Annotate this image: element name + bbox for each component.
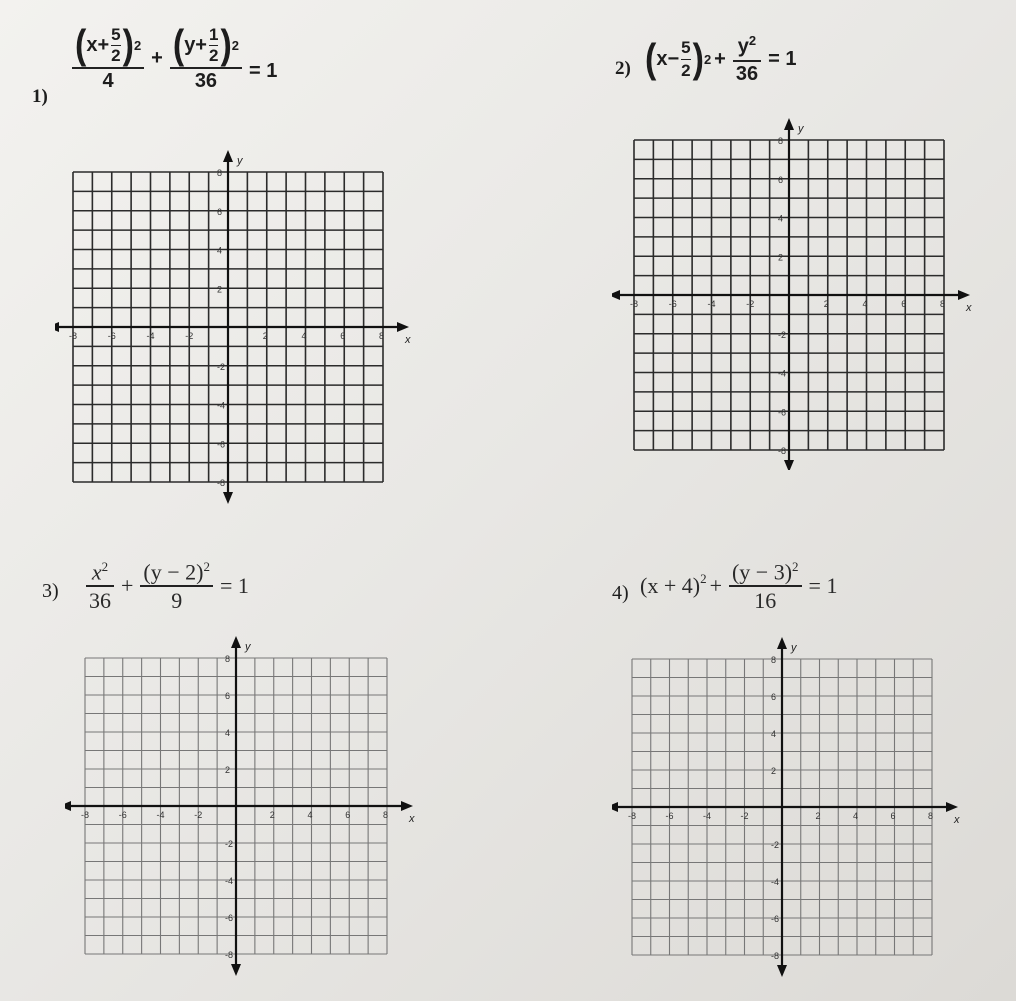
- denominator: 16: [754, 588, 777, 614]
- y-axis-label: y: [791, 642, 797, 654]
- x-tick-label: -4: [156, 810, 165, 820]
- equation-2: ( x− $\frac{5}{2}$ ) 2 + $\frac{y^2}{36}$ = 1: [645, 33, 797, 85]
- x-tick-label: 6: [901, 299, 907, 309]
- equation-3: [82, 560, 252, 613]
- plus-sign: +: [121, 573, 134, 599]
- y-tick-label: -8: [771, 951, 780, 961]
- y-axis-arrow-down-icon: [231, 964, 241, 976]
- y-tick-label: -2: [225, 839, 234, 849]
- y-axis-arrow-down-icon: [223, 492, 233, 504]
- inner-den: 2: [681, 60, 691, 80]
- x-term: x+: [86, 33, 110, 56]
- y-tick-label: 2: [771, 766, 777, 776]
- y-tick-label: -2: [217, 361, 226, 372]
- x-tick-label: -8: [69, 331, 78, 341]
- inner-num: 1: [209, 25, 219, 44]
- x-tick-label: -2: [740, 811, 749, 821]
- x-tick-label: 6: [890, 811, 896, 821]
- x-tick-label: 4: [301, 331, 307, 341]
- x-tick-label: 2: [262, 331, 268, 341]
- problem-number: 3): [42, 580, 59, 602]
- x-axis-arrow-right-icon: [401, 801, 413, 811]
- y-tick-label: -6: [217, 439, 226, 450]
- denominator: 36: [735, 62, 759, 85]
- denominator: 36: [194, 69, 218, 92]
- y-tick-label: 6: [778, 174, 784, 185]
- y-axis-arrow-up-icon: [223, 150, 233, 162]
- equals-one: = 1: [768, 47, 797, 70]
- y-tick-label: 8: [225, 654, 231, 664]
- numerator: y: [737, 35, 749, 58]
- y-axis-arrow-down-icon: [777, 965, 787, 977]
- x-tick-label: 4: [862, 299, 868, 309]
- inner-num: 5: [111, 25, 121, 44]
- y-tick-label: -2: [771, 840, 780, 850]
- numerator: (y − 2): [143, 559, 204, 585]
- problem-number: 4): [612, 582, 629, 604]
- y-tick-label: 6: [217, 206, 223, 217]
- x-tick-label: 4: [307, 810, 313, 820]
- equation-4: [640, 560, 840, 613]
- coordinate-grid-1[interactable]: [55, 150, 415, 505]
- equals-one: = 1: [219, 573, 249, 599]
- x-tick-label: 8: [379, 331, 385, 341]
- y-axis-arrow-up-icon: [784, 118, 794, 130]
- equation-1: [68, 22, 280, 92]
- y-tick-label: -8: [778, 446, 787, 456]
- numerator: x: [91, 559, 102, 585]
- y-tick-label: -8: [225, 950, 234, 960]
- y-tick-label: -4: [225, 876, 234, 886]
- x-tick-label: -8: [630, 299, 639, 309]
- plus-sign: +: [714, 47, 726, 70]
- inner-fraction: [209, 26, 218, 65]
- fraction-x-term: [86, 560, 114, 613]
- y-tick-label: 8: [771, 655, 777, 665]
- problem-number: 2): [615, 58, 631, 79]
- x-axis-arrow-right-icon: [946, 802, 958, 812]
- x-tick-label: 6: [345, 810, 351, 820]
- x-axis-label: x: [954, 814, 960, 826]
- x-tick-label: -4: [146, 331, 155, 341]
- plus-sign: +: [151, 47, 163, 70]
- denominator: 4: [102, 69, 114, 92]
- x-tick-label: -2: [194, 810, 203, 820]
- y-tick-label: -4: [217, 400, 226, 411]
- inner-num: 5: [681, 37, 691, 57]
- y-axis-label: y: [237, 155, 243, 167]
- y-tick-label: -4: [778, 368, 787, 379]
- y-tick-label: 8: [217, 168, 223, 178]
- coordinate-grid-2[interactable]: [612, 115, 972, 470]
- problem-number: 1): [32, 86, 48, 107]
- x-tick-label: 2: [269, 810, 275, 820]
- x-term: x−: [656, 47, 680, 70]
- x-axis-arrow-left-icon: [65, 801, 71, 811]
- fraction-y-term: [140, 560, 213, 613]
- y-tick-label: 2: [778, 252, 784, 263]
- x-tick-label: 8: [940, 299, 946, 309]
- y-tick-label: 4: [778, 213, 784, 224]
- y-axis-arrow-up-icon: [777, 637, 787, 649]
- x-axis-arrow-right-icon: [397, 322, 409, 332]
- exponent: 2: [703, 51, 712, 67]
- y-tick-label: -2: [778, 329, 787, 340]
- y-tick-label: 6: [771, 692, 777, 702]
- denominator: 9: [171, 588, 183, 614]
- fraction-x-term: ( x+ $\frac{5}{2}$ ) 2 4: [72, 26, 144, 92]
- exponent: 2: [700, 571, 707, 587]
- x-tick-label: 2: [815, 811, 821, 821]
- y-tick-label: -6: [771, 914, 780, 924]
- exponent: 2: [792, 559, 799, 574]
- y-tick-label: 4: [771, 729, 777, 739]
- x-tick-label: -6: [668, 299, 677, 309]
- inner-fraction: [111, 26, 120, 65]
- x-tick-label: 4: [853, 811, 859, 821]
- coordinate-grid-3[interactable]: [65, 632, 420, 977]
- y-tick-label: -8: [217, 478, 226, 488]
- y-tick-label: 8: [778, 136, 784, 146]
- x-tick-label: -4: [707, 299, 716, 309]
- y-tick-label: 6: [225, 691, 231, 701]
- equals-one: = 1: [249, 60, 278, 83]
- x-axis-label: x: [405, 334, 411, 346]
- y-term: y+: [184, 33, 207, 56]
- x-tick-label: -2: [746, 299, 755, 309]
- x-axis-arrow-left-icon: [612, 802, 618, 812]
- x-tick-label: -2: [185, 331, 194, 341]
- y-axis-arrow-down-icon: [784, 460, 794, 470]
- exponent: 2: [748, 33, 757, 48]
- y-tick-label: 4: [217, 245, 223, 256]
- x-tick-label: -8: [81, 810, 90, 820]
- exponent: 2: [203, 559, 210, 574]
- x-axis-arrow-left-icon: [55, 322, 59, 332]
- fraction-y-term: [733, 34, 761, 85]
- exponent: 2: [101, 559, 109, 574]
- x-tick-label: -6: [665, 811, 674, 821]
- denominator: 36: [89, 588, 111, 614]
- y-tick-label: -6: [225, 913, 234, 923]
- equals-one: = 1: [808, 573, 838, 599]
- y-tick-label: 2: [225, 765, 231, 775]
- x-tick-label: -6: [107, 331, 116, 341]
- x-tick-label: 6: [340, 331, 346, 341]
- y-tick-label: -4: [771, 877, 780, 887]
- y-axis-label: y: [798, 123, 804, 135]
- x-axis-arrow-right-icon: [958, 290, 970, 300]
- fraction-y-term: ( y+ $\frac{1}{2}$ ) 2 36: [170, 26, 242, 92]
- inner-den: 2: [111, 45, 121, 65]
- fraction-y-term: [729, 560, 802, 613]
- y-tick-label: 4: [225, 728, 231, 738]
- y-axis-arrow-up-icon: [231, 636, 241, 648]
- coordinate-grid-4[interactable]: [612, 635, 967, 980]
- x-axis-label: x: [409, 813, 415, 825]
- x-tick-label: -4: [703, 811, 712, 821]
- x-tick-label: -8: [628, 811, 637, 821]
- y-tick-label: 2: [217, 284, 223, 295]
- inner-fraction: [681, 38, 690, 81]
- plus-sign: +: [709, 573, 722, 599]
- x-tick-label: 8: [383, 810, 389, 820]
- exponent: 2: [133, 37, 142, 53]
- x-tick-label: 2: [823, 299, 829, 309]
- y-tick-label: -6: [778, 407, 787, 418]
- x-tick-label: -6: [118, 810, 127, 820]
- y-axis-label: y: [245, 641, 251, 653]
- x-term: (x + 4): [640, 573, 701, 599]
- x-axis-arrow-left-icon: [612, 290, 620, 300]
- x-tick-label: 8: [928, 811, 934, 821]
- inner-den: 2: [209, 45, 219, 65]
- numerator: (y − 3): [731, 559, 793, 585]
- exponent: 2: [231, 37, 240, 53]
- x-axis-label: x: [966, 302, 972, 314]
